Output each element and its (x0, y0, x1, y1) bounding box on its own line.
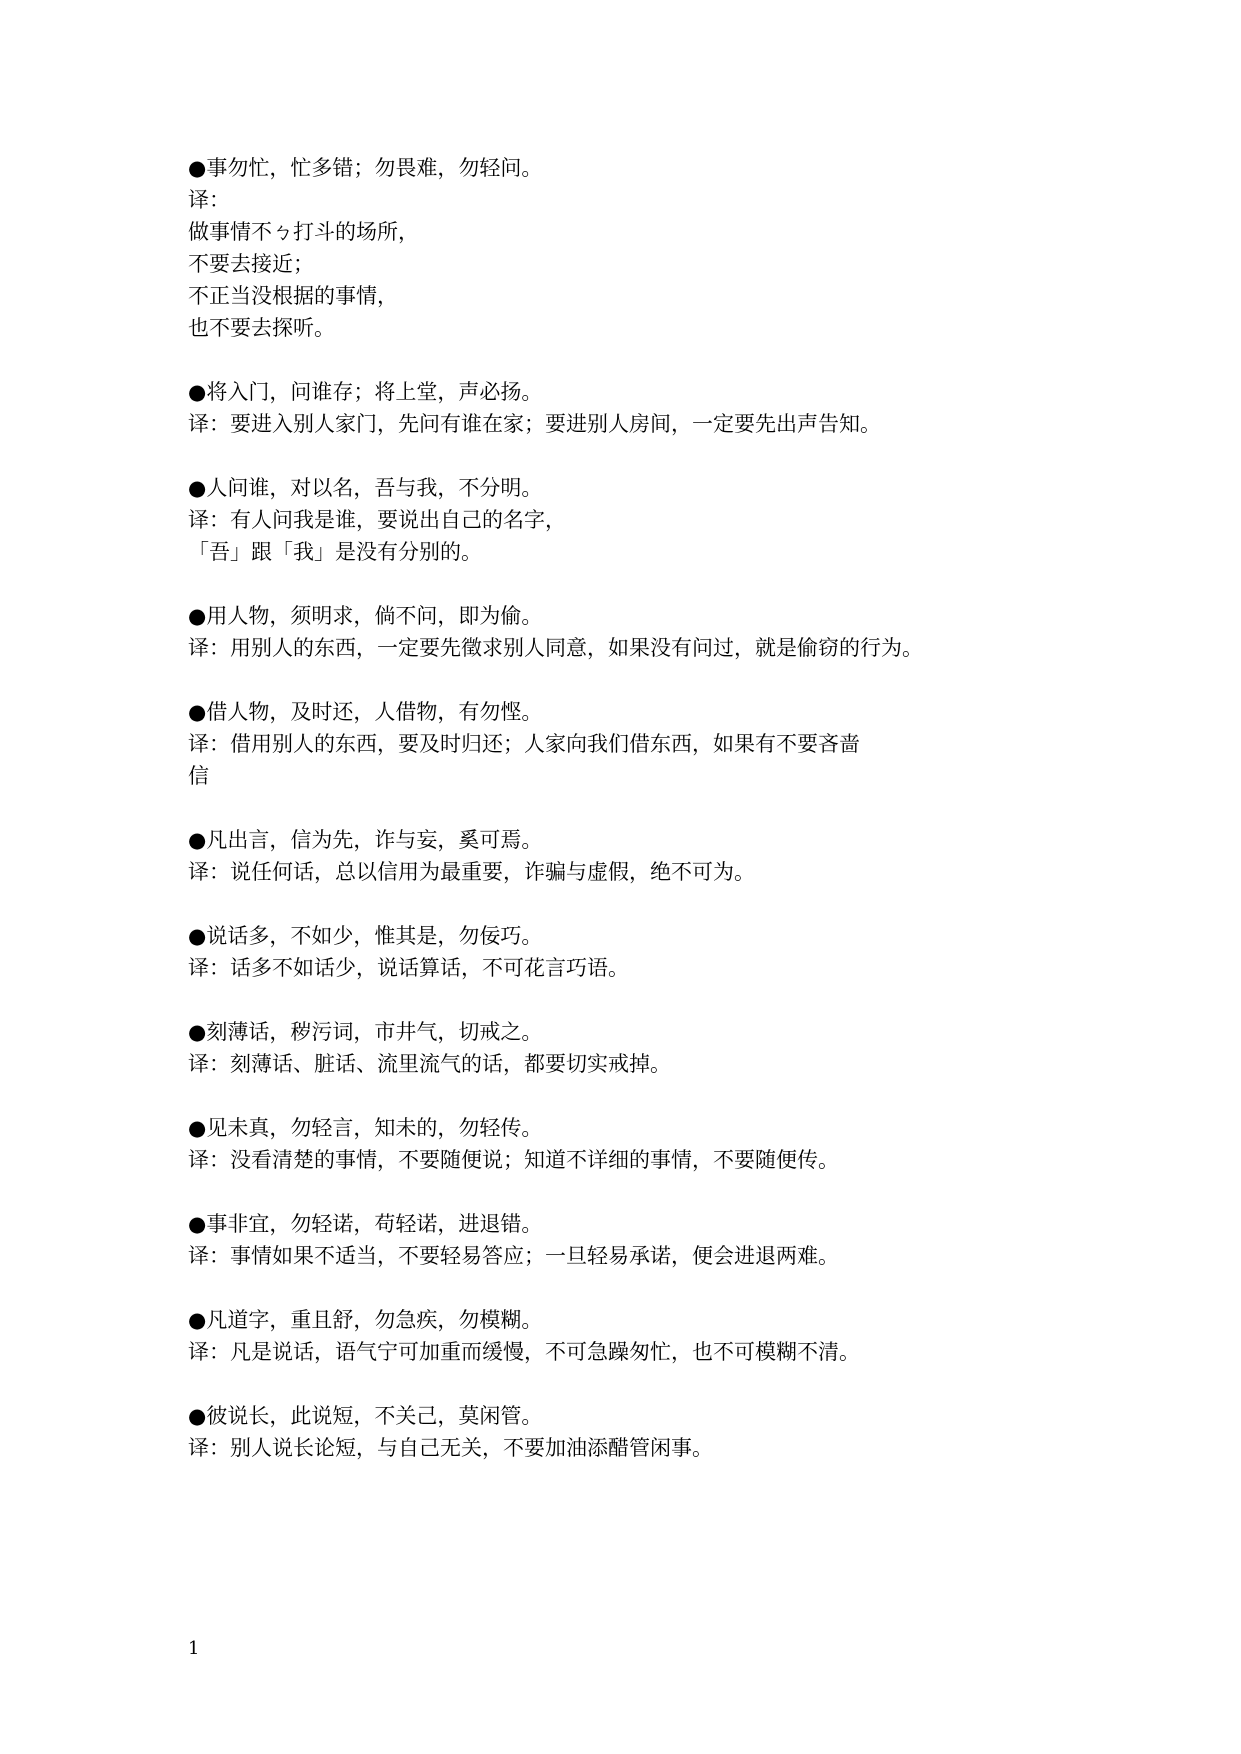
verse-entry (188, 920, 1188, 984)
verse-line: ●刻薄话，秽污词，市井气，切戒之。 (188, 1020, 543, 1044)
verse-entry (188, 152, 1188, 344)
verse-line: ●见未真，勿轻言，知未的，勿轻传。 (188, 1116, 543, 1140)
translation-line: 信 (188, 764, 209, 788)
translation-line: 译：话多不如话少，说话算话，不可花言巧语。 (188, 956, 629, 980)
verse-entry (188, 1112, 1188, 1176)
verse-entry (188, 696, 1188, 792)
translation-line: 译：凡是说话，语气宁可加重而缓慢，不可急躁匆忙，也不可模糊不清。 (188, 1340, 860, 1364)
translation-line: 也不要去探听。 (188, 316, 335, 340)
verse-entry (188, 376, 1188, 440)
document-page (188, 152, 1188, 1496)
translation-line: 译：事情如果不适当，不要轻易答应；一旦轻易承诺，便会进退两难。 (188, 1244, 839, 1268)
translation-line: 译：别人说长论短，与自己无关，不要加油添醋管闲事。 (188, 1436, 713, 1460)
translation-line: 译：借用别人的东西，要及时归还；人家向我们借东西，如果有不要吝啬 (188, 732, 860, 756)
verse-line: ●人问谁，对以名，吾与我，不分明。 (188, 476, 543, 500)
translation-line: 译：用别人的东西，一定要先徵求别人同意，如果没有问过，就是偷窃的行为。 (188, 636, 923, 660)
page-number: 1 (188, 1638, 200, 1659)
verse-line: ●将入门，问谁存；将上堂，声必扬。 (188, 380, 543, 404)
translation-line: 做事情不ㄅ打斗的场所， (188, 220, 419, 244)
verse-line: ●凡出言，信为先，诈与妄，奚可焉。 (188, 828, 543, 852)
translation-line: 译： (188, 188, 230, 212)
verse-line: ●彼说长，此说短，不关己，莫闲管。 (188, 1404, 543, 1428)
translation-line: 译：有人问我是谁，要说出自己的名字， (188, 508, 566, 532)
verse-line: ●事勿忙，忙多错；勿畏难，勿轻问。 (188, 156, 543, 180)
verse-line: ●借人物，及时还，人借物，有勿悭。 (188, 700, 543, 724)
translation-line: 不要去接近； (188, 252, 314, 276)
verse-line: ●事非宜，勿轻诺，苟轻诺，进退错。 (188, 1212, 543, 1236)
translation-line: 「吾」跟「我」是没有分别的。 (188, 540, 482, 564)
translation-line: 译：没看清楚的事情，不要随便说；知道不详细的事情，不要随便传。 (188, 1148, 839, 1172)
verse-entry (188, 472, 1188, 568)
verse-entry (188, 824, 1188, 888)
translation-line: 译：要进入别人家门，先问有谁在家；要进别人房间，一定要先出声告知。 (188, 412, 881, 436)
translation-line: 译：说任何话，总以信用为最重要，诈骗与虚假，绝不可为。 (188, 860, 755, 884)
verse-line: ●说话多，不如少，惟其是，勿佞巧。 (188, 924, 543, 948)
translation-line: 译：刻薄话、脏话、流里流气的话，都要切实戒掉。 (188, 1052, 671, 1076)
verse-line: ●用人物，须明求，倘不问，即为偷。 (188, 604, 543, 628)
verse-entry (188, 1304, 1188, 1368)
verse-entry (188, 600, 1188, 664)
verse-entry (188, 1400, 1188, 1464)
verse-line: ●凡道字，重且舒，勿急疾，勿模糊。 (188, 1308, 543, 1332)
translation-line: 不正当没根据的事情， (188, 284, 398, 308)
verse-entry (188, 1208, 1188, 1272)
verse-entry (188, 1016, 1188, 1080)
